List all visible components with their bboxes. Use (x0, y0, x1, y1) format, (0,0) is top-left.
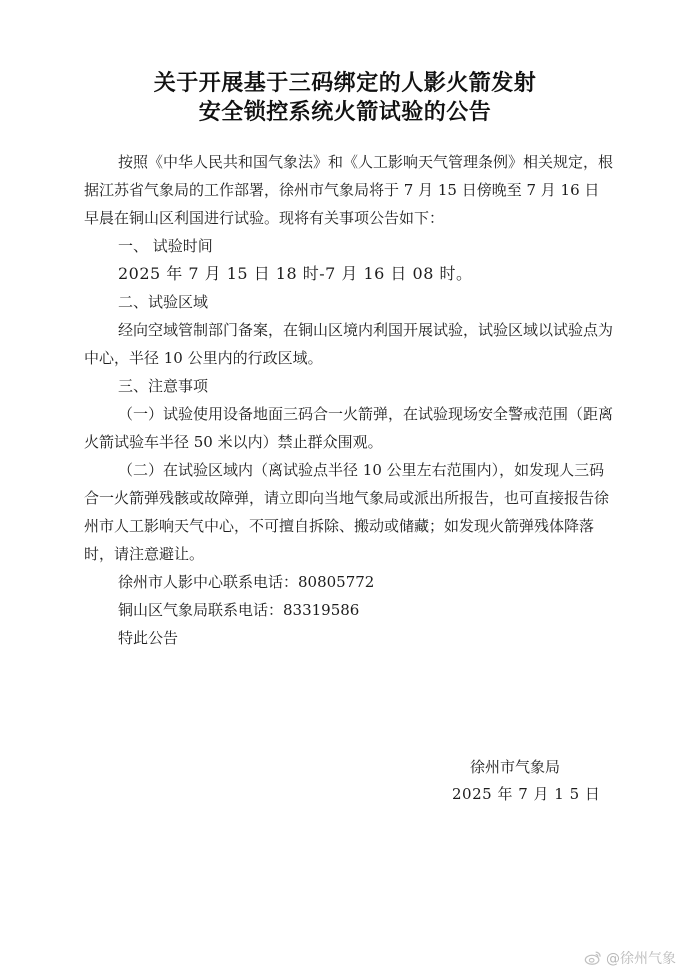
document-body (84, 148, 614, 652)
document-title-line1: 关于开展基于三码绑定的人影火箭发射 (153, 71, 537, 96)
section1-body: 2025 年 7 月 15 日 18 时-7 月 16 日 08 时。 (118, 264, 473, 283)
section3-item1: （一）试验使用设备地面三码合一火箭弹，在试验现场安全警戒范围（距离火箭试验车半径 50 米以内）禁止群众围观。 (84, 405, 614, 451)
closing-line: 特此公告 (118, 629, 179, 647)
weibo-watermark (584, 948, 676, 968)
section3-item2: （二）在试验区域内（离试验点半径 10 公里左右范围内），如发现人三码合一火箭弹残骸或故障弹，请立即向当地气象局或派出所报告，也可直接报告徐州市人工影响天气中心，不可擅自拆除、搬动或储藏；如发现火箭弹残体降落时，请注意避让。 (84, 461, 610, 563)
signature-date: 2025 年 7 月 1 5 日 (452, 785, 601, 803)
section3-heading: 三、注意事项 (118, 377, 209, 395)
intro-paragraph: 按照《中华人民共和国气象法》和《人工影响天气管理条例》相关规定，根据江苏省气象局的工作部署，徐州市气象局将于 7 月 15 日傍晚至 7 月 16 日早晨在铜山区利国进行试验。现将有关事项公告如下： (84, 153, 614, 227)
contact-line-2: 铜山区气象局联系电话：83319586 (118, 601, 360, 619)
section2-body: 经向空域管制部门备案，在铜山区境内利国开展试验，试验区域以试验点为中心，半径 10 公里内的行政区域。 (84, 321, 614, 367)
document-title-line2: 安全锁控系统火箭试验的公告 (198, 100, 492, 125)
contact-line-1: 徐州市人影中心联系电话：80805772 (118, 573, 375, 591)
watermark-text: @徐州气象 (606, 951, 676, 967)
weibo-logo-icon (584, 949, 602, 967)
section2-heading: 二、试验区域 (118, 293, 209, 311)
signature-organization: 徐州市气象局 (470, 758, 561, 776)
section1-heading: 一、 试验时间 (118, 237, 213, 255)
